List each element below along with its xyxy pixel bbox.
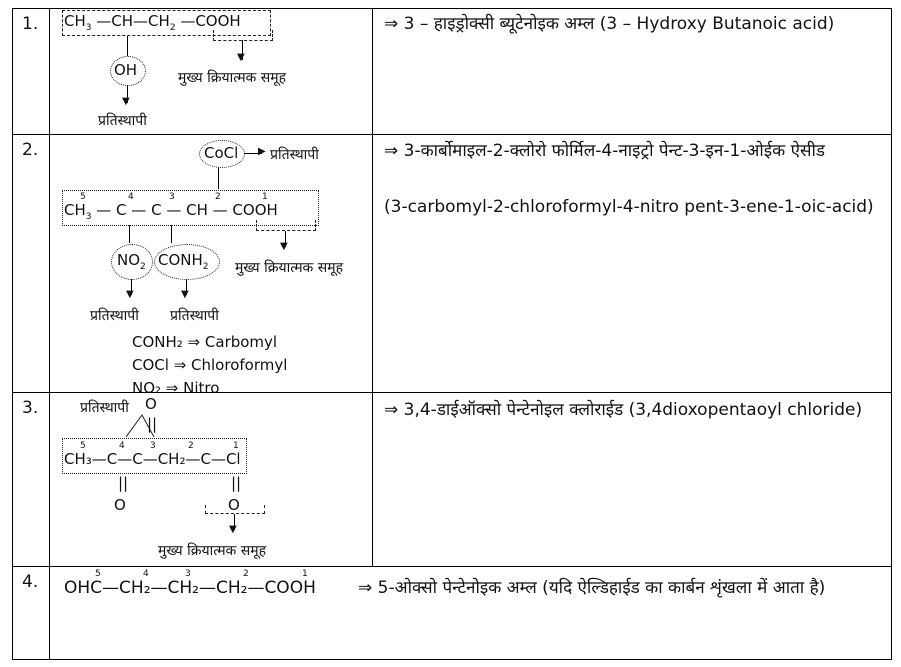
answer-hindi: ⇒ 3-कार्बोमाइल-2-क्लोरो फोर्मिल-4-नाइट्रो पेन्ट-3-इन-1-ओईक ऐसीड (384, 141, 825, 161)
formula: OHC—CH₂—CH₂—CH₂—COOH (64, 578, 316, 598)
double-bond: || (118, 474, 129, 492)
cooh-bracket (256, 220, 316, 231)
formula: CH₃—C—C—CH₂—C—Cl (64, 450, 241, 468)
substituent-label: प्रतिस्थापी (98, 113, 147, 129)
conh2-group: $CONH_2$ (158, 251, 209, 272)
double-bond: || (147, 415, 158, 433)
oh-group: OH (114, 61, 138, 79)
note-nitro: NO₂ ⇒ Nitro (132, 379, 220, 392)
cocl-group: CoCl (204, 144, 239, 162)
row-number: 4. (22, 572, 39, 592)
arrow-right-icon: ▶ (258, 146, 266, 157)
answer: ⇒ 3,4-डाईऑक्सो पेन्टेनोइल क्लोराईड (3,4dioxopentaoyl chloride) (384, 400, 863, 420)
answer: ⇒ 3 – हाइड्रोक्सी ब्यूटेनोइक अम्ल (3 – Hydroxy Butanoic acid) (384, 14, 835, 34)
cooh-bracket (213, 30, 273, 41)
oxygen-bottom: O (114, 496, 126, 514)
arrow-down-icon: ▼ (237, 52, 245, 63)
arrow-down-icon: ▼ (229, 524, 237, 535)
row-number: 3. (22, 398, 39, 418)
no2-group: $NO_2$ (117, 251, 146, 272)
note-chloroformyl: COCl ⇒ Chloroformyl (132, 356, 288, 374)
functional-group-label: मुख्य क्रियात्मक समूह (178, 70, 287, 86)
arrow-down-icon: ▼ (122, 96, 130, 107)
formula: $CH_3$ — C — C — CH — COOH (64, 201, 278, 222)
functional-group-label: मुख्य क्रियात्मक समूह (235, 260, 344, 276)
substituent-label: प्रतिस्थापी (80, 400, 129, 416)
acyl-bracket (205, 505, 265, 514)
oxygen-top: O (145, 395, 157, 413)
arrow-down-icon: ▼ (181, 289, 189, 300)
row-number: 2. (22, 140, 39, 160)
answer: ⇒ 5-ओक्सो पेन्टेनोइक अम्ल (यदि ऐल्डिहाईड का कार्बन शृंखला में आता है) (358, 578, 826, 598)
substituent-label: प्रतिस्थापी (170, 308, 219, 324)
answer-english: (3-carbomyl-2-chloroformyl-4-nitro pent-3-ene-1-oic-acid) (384, 197, 874, 217)
arrow-down-icon: ▼ (280, 241, 288, 252)
arrow-down-icon: ▼ (126, 289, 134, 300)
double-bond: || (231, 474, 242, 492)
row-number: 1. (22, 14, 39, 34)
substituent-label: प्रतिस्थापी (270, 147, 319, 163)
formula: $CH_3$ $—CH—CH_2$ —COOH (64, 12, 241, 33)
functional-group-label: मुख्य क्रियात्मक समूह (158, 543, 267, 559)
substituent-label: प्रतिस्थापी (90, 308, 139, 324)
note-carbomyl: CONH₂ ⇒ Carbomyl (132, 333, 278, 351)
oxygen-bottom: O (228, 496, 240, 514)
